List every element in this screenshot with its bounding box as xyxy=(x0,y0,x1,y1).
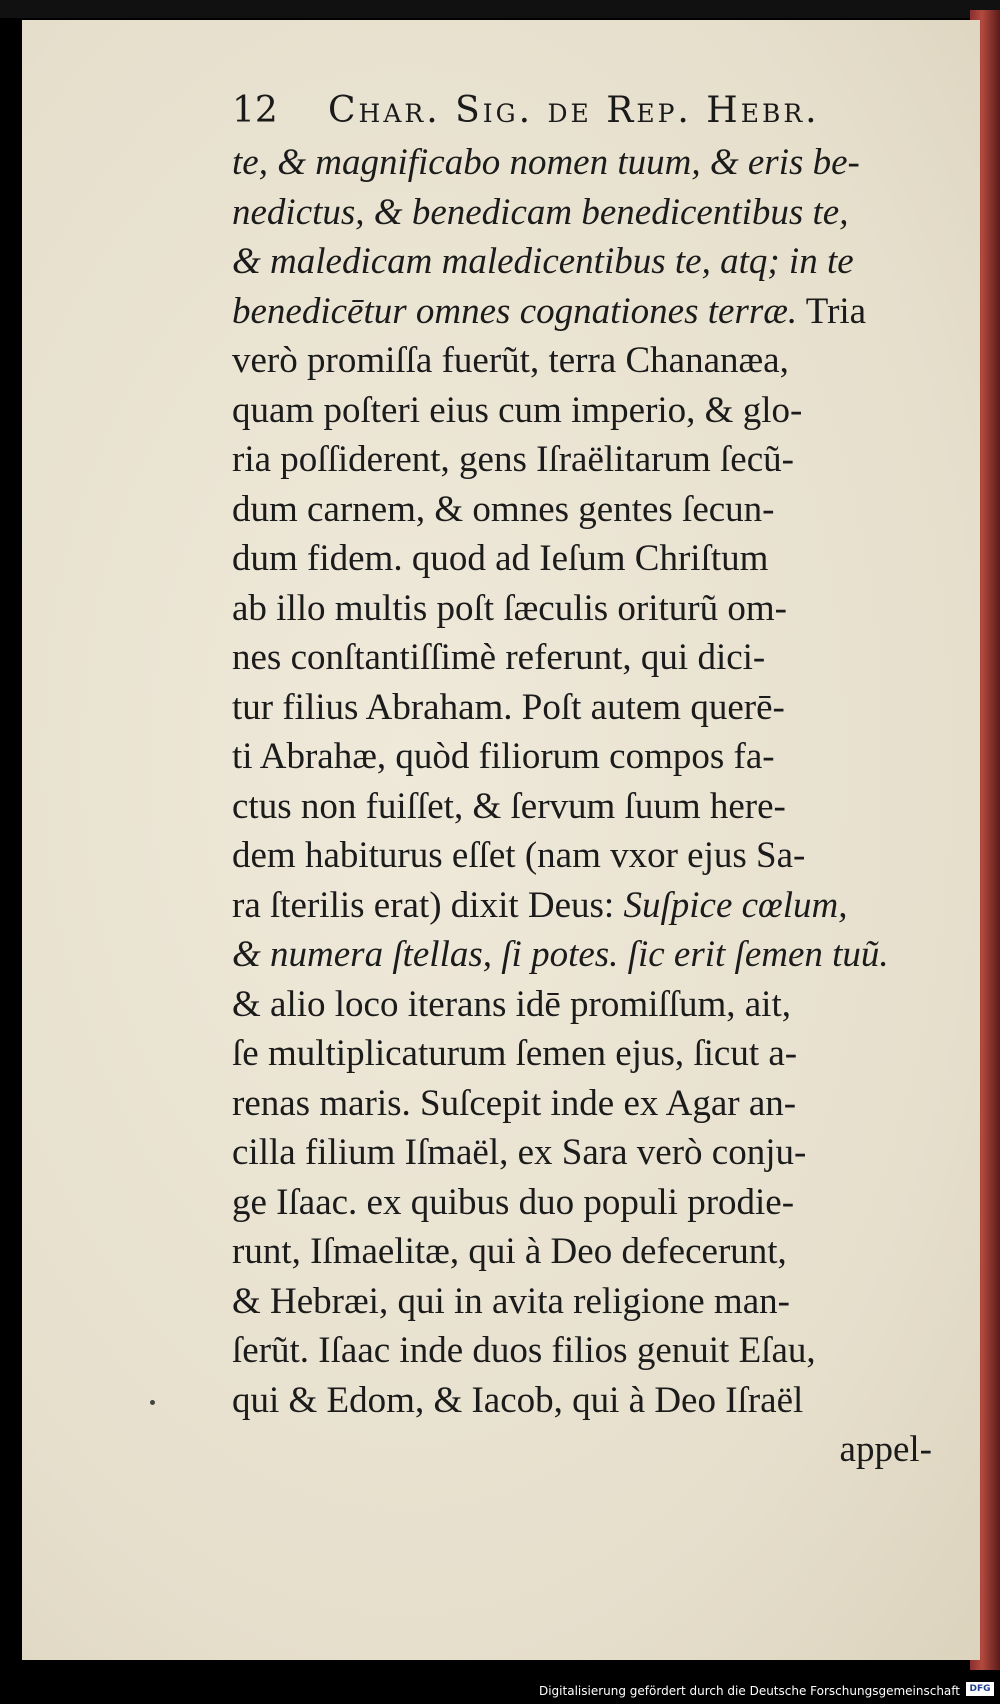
text-line: & Hebræi, qui in avita religione man- xyxy=(232,1280,790,1322)
text-line: nes conſtantiſſimè referunt, qui dici- xyxy=(232,637,766,678)
running-title: Char. Sig. de Rep. Hebr. xyxy=(328,90,820,131)
page-number: 12 xyxy=(232,90,278,131)
text-line: dum fidem. quod ad Ieſum Chriſtum xyxy=(232,538,769,579)
text-line: nedictus, & benedicam benedicentibus te, xyxy=(232,191,849,233)
text-line: quam poſteri eius cum imperio, & glo- xyxy=(232,389,803,431)
italic-run: Suſpice cœlum, xyxy=(623,884,848,926)
text-line: ria poſſiderent, gens Iſraëlitarum ſecũ- xyxy=(232,439,794,480)
text-line xyxy=(232,287,932,337)
scan-top-border xyxy=(0,0,1000,18)
text-line: cilla filium Iſmaël, ex Sara verò conju- xyxy=(232,1132,807,1173)
paper-speck xyxy=(150,1400,155,1405)
text-line: ſerũt. Iſaac inde duos filios genuit Eſau, xyxy=(232,1330,816,1371)
text-line: ſe multiplicaturum ſemen ejus, ſicut a- xyxy=(232,1033,798,1074)
credit-text: Digitalisierung gefördert durch die Deutsche Forschungsgemeinschaft xyxy=(538,1684,960,1698)
text-line: & numera ſtellas, ſi potes. ſic erit ſemen tuũ. xyxy=(232,934,889,975)
text-line: ti Abrahæ, quòd filiorum compos fa- xyxy=(232,736,775,777)
roman-run: Tria xyxy=(805,290,867,332)
catchword: appel- xyxy=(839,1429,932,1470)
body-text xyxy=(232,138,932,1475)
text-line: renas maris. Suſcepit inde ex Agar an- xyxy=(232,1082,797,1124)
text-line: dem habiturus eſſet (nam vxor ejus Sa- xyxy=(232,835,806,876)
text-line: ab illo multis poſt ſæculis oriturũ om- xyxy=(232,587,787,629)
text-line: qui & Edom, & Iacob, qui à Deo Iſraël xyxy=(232,1379,804,1421)
dfg-logo: DFG xyxy=(966,1682,994,1696)
digitization-footer xyxy=(0,1676,1000,1704)
text-line: runt, Iſmaelitæ, qui à Deo defecerunt, xyxy=(232,1231,787,1272)
text-line: dum carnem, & omnes gentes ſecun- xyxy=(232,488,775,530)
text-line: te, & magnificabo nomen tuum, & eris be- xyxy=(232,142,860,183)
text-line xyxy=(232,881,932,931)
running-header xyxy=(232,88,932,140)
text-line: & maledicam maledicentibus te, atq; in te xyxy=(232,241,854,282)
text-line: & alio loco iterans idē promiſſum, ait, xyxy=(232,983,791,1025)
text-line: ge Iſaac. ex quibus duo populi prodie- xyxy=(232,1181,795,1223)
text-line: tur filius Abraham. Poſt autem querē- xyxy=(232,686,785,728)
text-line: ctus non fuiſſet, & ſervum ſuum here- xyxy=(232,785,786,827)
roman-run: ra ſterilis erat) dixit Deus: xyxy=(232,884,624,926)
italic-run: benedicētur omnes cognationes terræ. xyxy=(232,290,798,332)
text-line: verò promiſſa fuerũt, terra Chananæa, xyxy=(232,340,789,381)
